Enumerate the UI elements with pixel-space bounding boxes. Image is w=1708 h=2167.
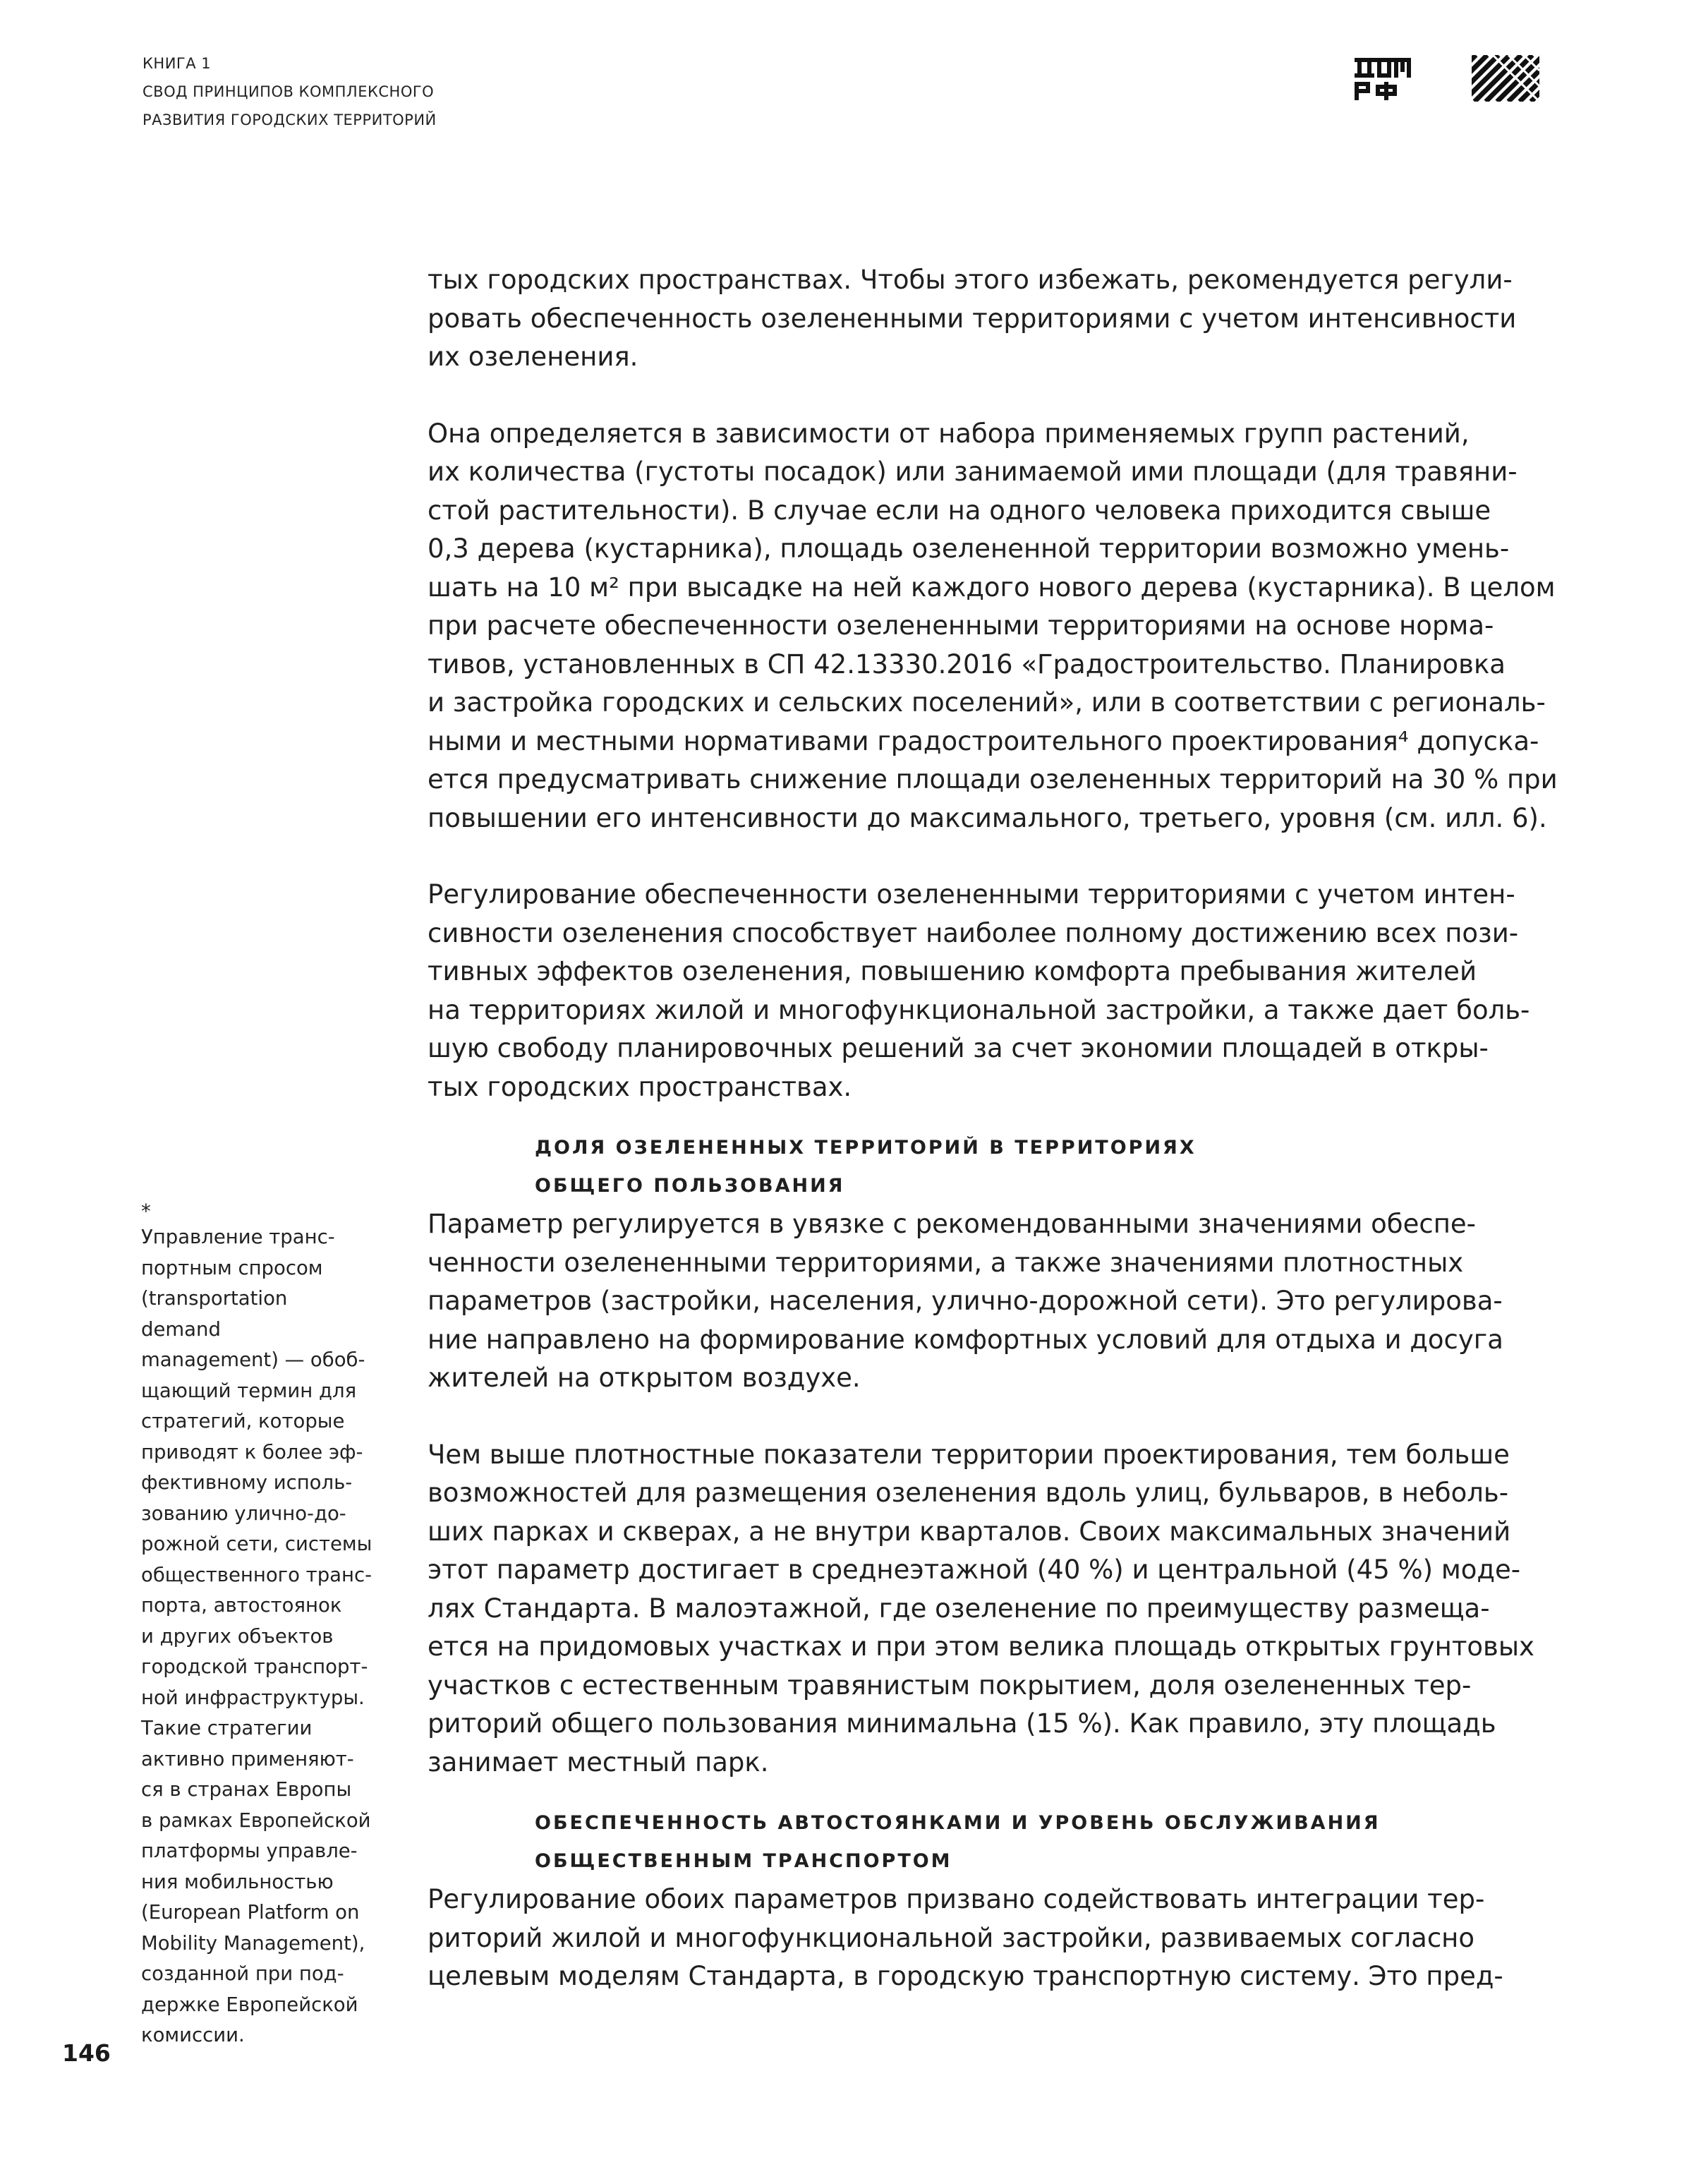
sidenote-line: Mobility Management),	[141, 1931, 365, 1955]
sidenote-line: созданной при под-	[141, 1962, 344, 1985]
sidenote-line: demand	[141, 1317, 221, 1341]
paragraph: тых городских пространствах. Чтобы этого избежать, рекомендуется регули- ровать обеспеченность озелененными территориями с учетом интенсивности их озеленения.	[428, 265, 1517, 372]
sidenote-line: стратегий, которые	[141, 1410, 345, 1432]
main-text-column	[428, 261, 1558, 1996]
hatch-logo-icon	[1472, 55, 1539, 102]
sidenote-line: (transportation	[141, 1287, 288, 1310]
sidenote	[141, 1201, 395, 2051]
section-heading: ДОЛЯ ОЗЕЛЕНЕННЫХ ТЕРРИТОРИЙ В ТЕРРИТОРИЯХ ОБЩЕГО ПОЛЬЗОВАНИЯ	[535, 1137, 1197, 1197]
running-head-line: КНИГА 1	[143, 55, 212, 72]
sidenote-line: приводят к более эф-	[141, 1440, 363, 1463]
paragraph: Регулирование обеспеченности озелененными территориями с учетом интен- сивности озеленения способствует наиболее полному достижению всех пози- тивных эффектов озеленения, повышению комфорта пребывания жителей на территориях жилой и многофункциональной застройки, а также дает боль- шую свободу планировочных решений за счет экономии площадей в откры- тых городских пространствах.	[428, 879, 1530, 1102]
sidenote-line: держке Европейской	[141, 1993, 358, 2016]
section-heading: ОБЕСПЕЧЕННОСТЬ АВТОСТОЯНКАМИ И УРОВЕНЬ ОБСЛУЖИВАНИЯ ОБЩЕСТВЕННЫМ ТРАНСПОРТОМ	[535, 1812, 1381, 1872]
sidenote-line: платформы управле-	[141, 1840, 358, 1862]
running-head	[143, 49, 437, 134]
paragraph: Параметр регулируется в увязке с рекомендованными значениями обеспе- ченности озелененными территориями, а также значениями плотностных параметров (застройки, населения, улично-дорожной сети). Это регулирова- ние направлено на формирование комфортных условий для отдыха и досуга жителей на открытом воздухе.	[428, 1209, 1503, 1393]
paragraph: Чем выше плотностные показатели территории проектирования, тем больше возможностей для размещения озеленения вдоль улиц, бульваров, в неболь- ших парках и скверах, а не внутри кварталов. Своих максимальных значений этот параметр достигает в среднеэтажной (40 %) и центральной (45 %) моде- лях Стандарта. В малоэтажной, где озеленение по преимуществу размеща- ется на придомовых участках и при этом велика площадь открытых грунтовых участков с естественным травянистым покрытием, доля озелененных тер- риторий общего пользования минимальна (15 %). Как правило, эту площадь занимает местный парк.	[428, 1439, 1534, 1777]
paragraph: Она определяется в зависимости от набора применяемых групп растений, их количества (густоты посадок) или занимаемой ими площади (для травяни- стой растительности). В случае если на одного человека приходится свыше 0,3 дерева (кустарника), площадь озелененной территории возможно умень- шать на 10 м² при высадке на ней каждого нового дерева (кустарника). В целом при расчете обеспеченности озелененными территориями на основе норма- тивов, установленных в СП 42.13330.2016 «Градостроительство. Планировка и застройка городских и сельских поселений», или в соответствии с региональ- ными и местными нормативами градостроительного проектирования⁴ допуска- ется предусматривать снижение площади озелененных территорий на 30 % при повышении его интенсивности до максимального, третьего, уровня (см. илл. 6).	[428, 418, 1558, 833]
sidenote-line: общественного транс-	[141, 1563, 373, 1586]
sidenote-line: Такие стратегии	[141, 1717, 313, 1739]
sidenote-line: (European Platform on	[141, 1901, 360, 1924]
sidenote-line: городской транспорт-	[141, 1655, 368, 1678]
sidenote-line: портным спросом	[141, 1256, 323, 1279]
paragraph: Регулирование обоих параметров призвано содействовать интеграции тер- риторий жилой и многофункциональной застройки, развиваемых согласно целевым моделям Стандарта, в городскую транспортную систему. Это пред-	[428, 1884, 1503, 1991]
sidenote-line: рожной сети, системы	[141, 1533, 373, 1555]
sidenote-line: management) — обоб-	[141, 1348, 365, 1371]
running-head-line: РАЗВИТИЯ ГОРОДСКИХ ТЕРРИТОРИЙ	[143, 111, 437, 128]
footnote-marker: *	[141, 1200, 151, 1223]
sidenote-line: ся в странах Европы	[141, 1778, 352, 1801]
sidenote-line: зованию улично-до-	[141, 1502, 346, 1525]
sidenote-line: Управление транс-	[141, 1226, 335, 1248]
sidenote-line: фективному исполь-	[141, 1471, 353, 1494]
page-number: 146	[62, 2039, 111, 2067]
running-head-line: СВОД ПРИНЦИПОВ КОМПЛЕКСНОГО	[143, 83, 435, 100]
sidenote-line: ния мобильностью	[141, 1870, 334, 1893]
sidenote-line: комиссии.	[141, 2024, 245, 2046]
sidenote-line: ной инфраструктуры.	[141, 1686, 365, 1709]
sidenote-line: в рамках Европейской	[141, 1809, 371, 1832]
sidenote-line: щающий термин для	[141, 1379, 357, 1402]
sidenote-line: и других объектов	[141, 1624, 334, 1648]
sidenote-line: активно применяют-	[141, 1747, 354, 1770]
dom-rf-logo-icon	[1353, 55, 1412, 102]
sidenote-line: порта, автостоянок	[141, 1594, 342, 1617]
